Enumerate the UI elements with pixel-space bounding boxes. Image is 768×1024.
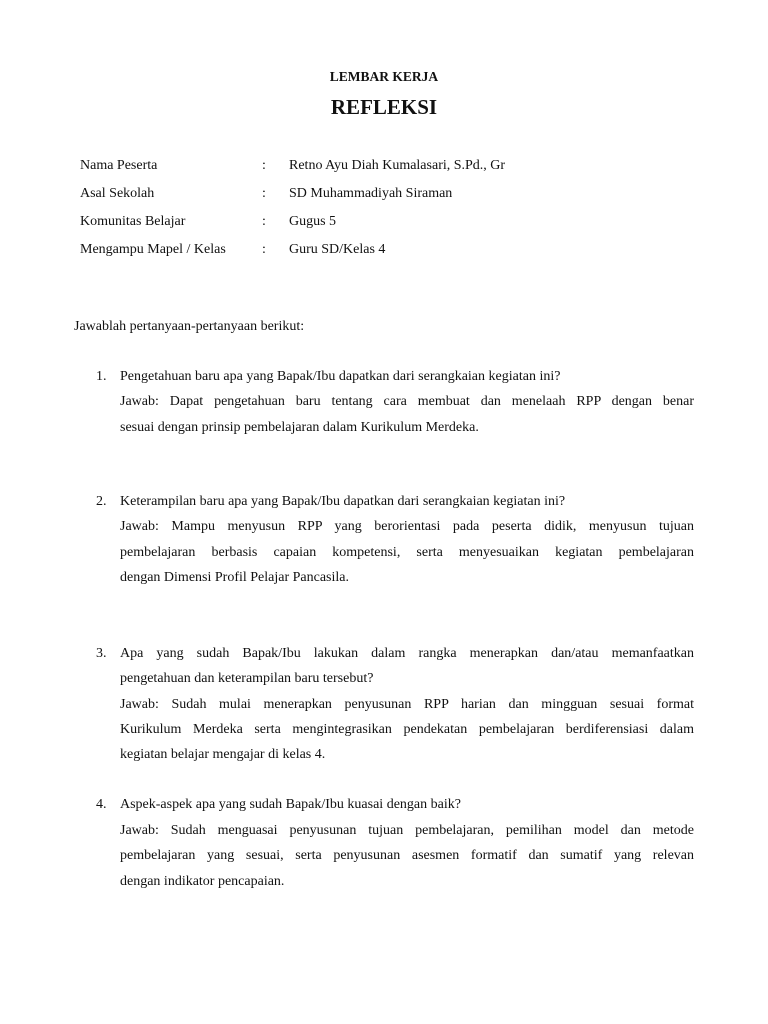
answer-line: dengan Dimensi Profil Pelajar Pancasila. — [120, 570, 349, 585]
info-colon: : — [262, 186, 266, 201]
question-text: Aspek-aspek apa yang sudah Bapak/Ibu kuasai dengan baik? — [120, 797, 461, 812]
answer-line: Jawab: Dapat pengetahuan baru tentang cara membuat dan menelaah RPP dengan benar — [120, 394, 694, 409]
question-text: Apa yang sudah Bapak/Ibu lakukan dalam rangka menerapkan dan/atau memanfaatkan — [120, 646, 694, 661]
document-title: LEMBAR KERJA — [329, 69, 439, 84]
question-text: Keterampilan baru apa yang Bapak/Ibu dapatkan dari serangkaian kegiatan ini? — [120, 494, 566, 509]
info-value-nama-peserta: Retno Ayu Diah Kumalasari, S.Pd., Gr — [289, 158, 506, 173]
info-colon: : — [262, 214, 266, 229]
info-label-komunitas-belajar: Komunitas Belajar — [80, 214, 186, 229]
question-number: 2. — [96, 494, 107, 509]
question-number: 3. — [96, 646, 107, 661]
question-text: pengetahuan dan keterampilan baru tersebut? — [120, 671, 374, 686]
info-colon: : — [262, 242, 266, 257]
answer-line: sesuai dengan prinsip pembelajaran dalam Kurikulum Merdeka. — [120, 420, 479, 435]
document-subtitle: REFLEKSI — [330, 95, 438, 119]
info-value-komunitas-belajar: Gugus 5 — [289, 214, 337, 229]
info-label-asal-sekolah: Asal Sekolah — [80, 186, 155, 201]
answer-line: dengan indikator pencapaian. — [120, 874, 285, 889]
question-number: 4. — [96, 797, 107, 812]
info-colon: : — [262, 158, 266, 173]
info-label-mapel-kelas: Mengampu Mapel / Kelas — [80, 242, 226, 257]
answer-line: Jawab: Sudah mulai menerapkan penyusunan RPP harian dan mingguan sesuai format — [120, 697, 694, 712]
answer-line: kegiatan belajar mengajar di kelas 4. — [120, 747, 326, 762]
info-label-nama-peserta: Nama Peserta — [80, 158, 158, 173]
info-value-mapel-kelas: Guru SD/Kelas 4 — [289, 242, 386, 257]
answer-line: pembelajaran berbasis capaian kompetensi, serta menyesuaikan kegiatan pembelajaran — [120, 545, 694, 560]
instruction-text: Jawablah pertanyaan-pertanyaan berikut: — [74, 319, 305, 334]
question-number: 1. — [96, 369, 107, 384]
question-text: Pengetahuan baru apa yang Bapak/Ibu dapatkan dari serangkaian kegiatan ini? — [120, 369, 561, 384]
answer-line: Kurikulum Merdeka serta mengintegrasikan pendekatan pembelajaran berdiferensiasi dalam — [120, 722, 694, 737]
answer-line: pembelajaran yang sesuai, serta penyusunan asesmen formatif dan sumatif yang relevan — [120, 848, 694, 863]
answer-line: Jawab: Mampu menyusun RPP yang berorientasi pada peserta didik, menyusun tujuan — [120, 519, 694, 534]
answer-line: Jawab: Sudah menguasai penyusunan tujuan pembelajaran, pemilihan model dan metode — [120, 823, 694, 838]
info-value-asal-sekolah: SD Muhammadiyah Siraman — [289, 186, 453, 201]
